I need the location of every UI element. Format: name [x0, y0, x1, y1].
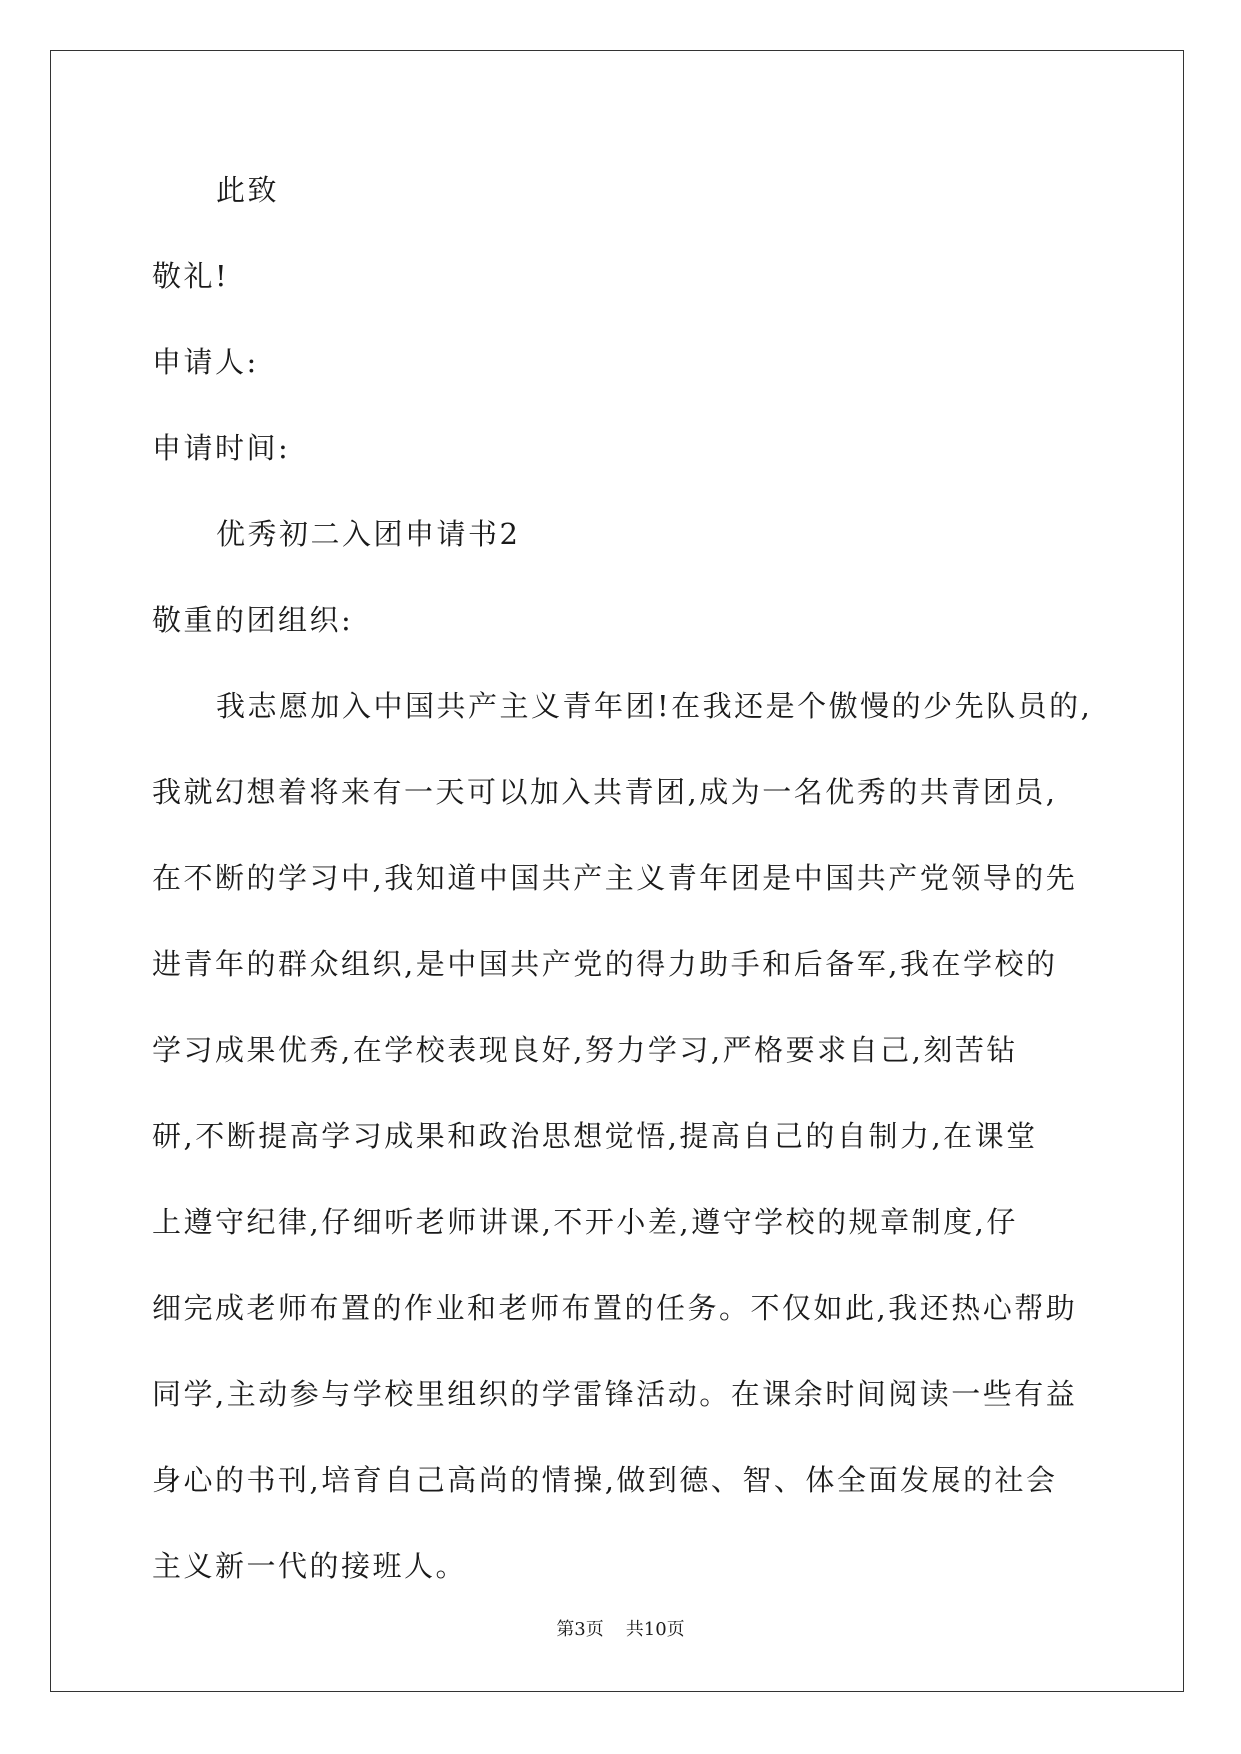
body-line: 在不断的学习中,我知道中国共产主义青年团是中国共产党领导的先 — [152, 861, 1078, 895]
closing-regards: 敬礼! — [152, 259, 230, 293]
letter-greeting: 敬重的团组织: — [152, 603, 354, 637]
page-total: 共10页 — [625, 1619, 685, 1640]
body-line: 我就幻想着将来有一天可以加入共青团,成为一名优秀的共青团员, — [152, 775, 1058, 809]
closing-salutation: 此致 — [216, 173, 280, 207]
section-title: 优秀初二入团申请书2 — [216, 517, 521, 551]
application-date-label: 申请时间: — [152, 431, 291, 465]
body-line: 上遵守纪律,仔细听老师讲课,不开小差,遵守学校的规章制度,仔 — [152, 1205, 1018, 1239]
body-line: 学习成果优秀,在学校表现良好,努力学习,严格要求自己,刻苦钻 — [152, 1033, 1018, 1067]
body-line: 我志愿加入中国共产主义青年团!在我还是个傲慢的少先队员的, — [216, 689, 1093, 723]
body-line: 细完成老师布置的作业和老师布置的任务。不仅如此,我还热心帮助 — [152, 1291, 1078, 1325]
page-footer — [0, 1618, 1241, 1642]
body-line: 研,不断提高学习成果和政治思想觉悟,提高自己的自制力,在课堂 — [152, 1119, 1038, 1153]
page-number: 第3页 — [556, 1619, 604, 1640]
body-line: 进青年的群众组织,是中国共产党的得力助手和后备军,我在学校的 — [152, 947, 1058, 981]
body-line: 主义新一代的接班人。 — [152, 1549, 468, 1583]
body-line: 身心的书刊,培育自己高尚的情操,做到德、智、体全面发展的社会 — [152, 1463, 1058, 1497]
applicant-label: 申请人: — [152, 345, 259, 379]
body-line: 同学,主动参与学校里组织的学雷锋活动。在课余时间阅读一些有益 — [152, 1377, 1078, 1411]
